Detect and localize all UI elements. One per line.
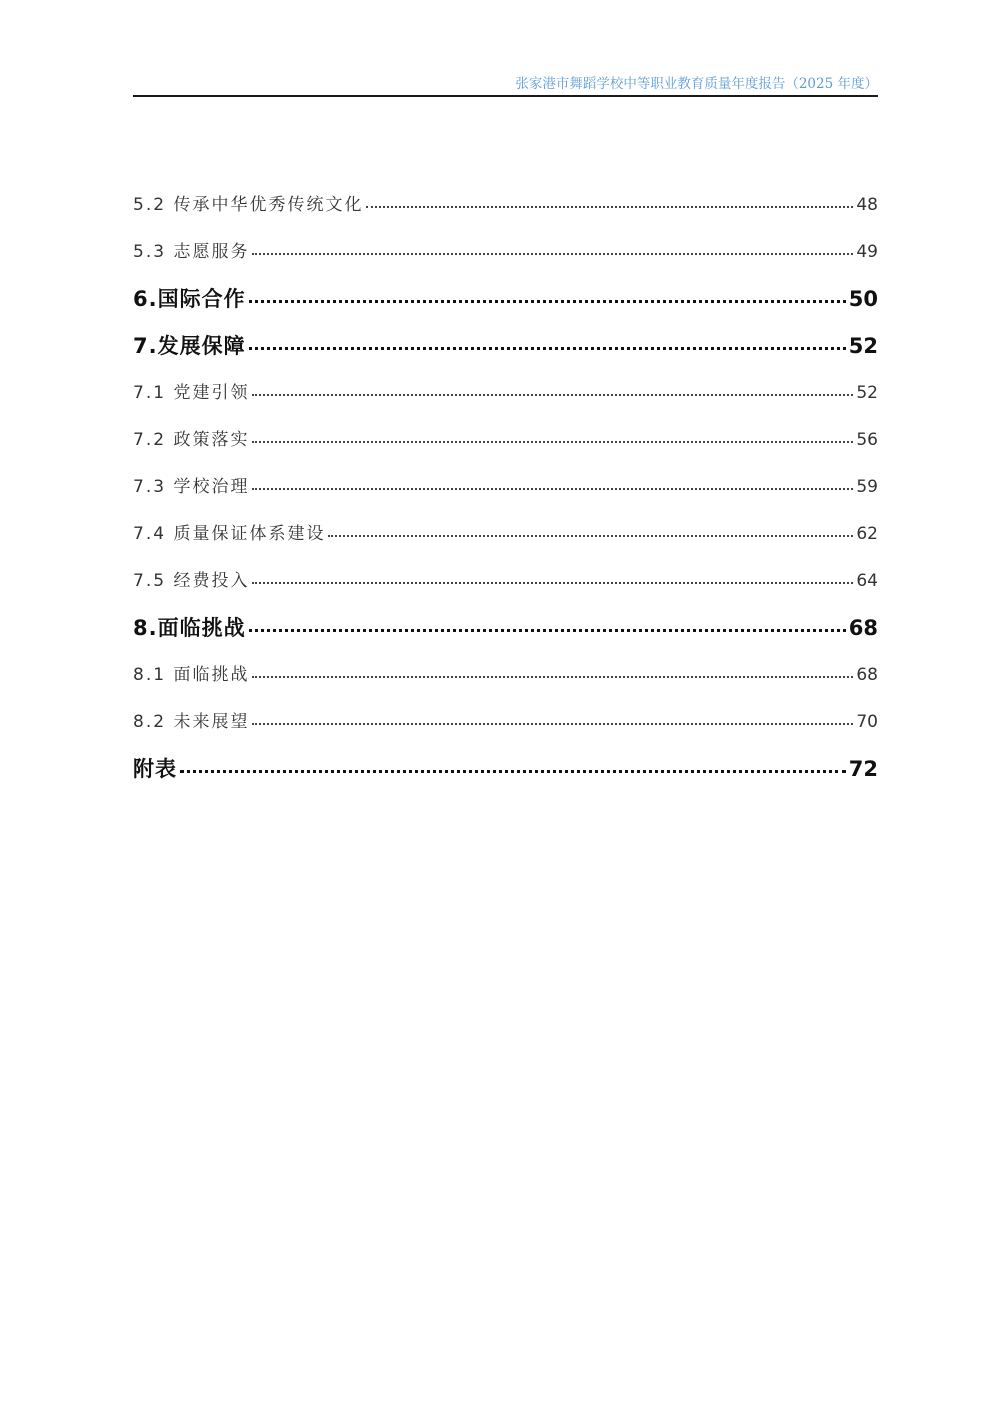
header-rule — [133, 95, 878, 97]
toc-leader-dots — [249, 332, 846, 353]
toc-leader-dots — [180, 755, 846, 776]
toc-entry-page: 70 — [856, 712, 878, 732]
toc-entry-title: 5.3 志愿服务 — [133, 242, 250, 262]
toc-entry-title: 8.面临挑战 — [133, 616, 246, 640]
toc-entry-title: 8.1 面临挑战 — [133, 665, 250, 685]
toc-entry-title: 附表 — [133, 757, 177, 781]
toc-entry-page: 48 — [856, 195, 878, 215]
toc-entry-8[interactable] — [133, 612, 878, 642]
toc-entry-page: 62 — [856, 524, 878, 544]
toc-leader-dots — [252, 381, 853, 398]
toc-leader-dots — [252, 710, 853, 727]
toc-leader-dots — [249, 285, 846, 306]
toc-entry-page: 56 — [856, 430, 878, 450]
toc-entry-7-4[interactable] — [133, 519, 878, 544]
toc-entry-title: 5.2 传承中华优秀传统文化 — [133, 195, 364, 215]
toc-entry-title: 8.2 未来展望 — [133, 712, 250, 732]
toc-entry-7-2[interactable] — [133, 425, 878, 450]
toc-leader-dots — [366, 193, 853, 210]
toc-entry-page: 64 — [856, 571, 878, 591]
toc-entry-page: 52 — [856, 383, 878, 403]
toc-leader-dots — [249, 614, 846, 635]
toc-entry-7-5[interactable] — [133, 566, 878, 591]
toc-entry-7-3[interactable] — [133, 472, 878, 497]
toc-entry-page: 59 — [856, 477, 878, 497]
toc-leader-dots — [252, 663, 853, 680]
toc-entry-page: 68 — [856, 665, 878, 685]
toc-entry-8-1[interactable] — [133, 660, 878, 685]
toc-entry-6[interactable] — [133, 283, 878, 313]
toc-entry-title: 7.2 政策落实 — [133, 430, 250, 450]
toc-entry-title: 7.1 党建引领 — [133, 383, 250, 403]
toc-entry-title: 7.4 质量保证体系建设 — [133, 524, 326, 544]
toc-entry-title: 6.国际合作 — [133, 287, 246, 311]
toc-leader-dots — [328, 522, 853, 539]
toc-entry-page: 50 — [848, 287, 878, 311]
toc-entry-page: 52 — [848, 334, 878, 358]
toc-entry-8-2[interactable] — [133, 707, 878, 732]
toc-entry-title: 7.5 经费投入 — [133, 571, 250, 591]
toc-entry-7[interactable] — [133, 330, 878, 360]
running-header: 张家港市舞蹈学校中等职业教育质量年度报告（2025 年度） — [515, 76, 878, 92]
toc-entry-title: 7.3 学校治理 — [133, 477, 250, 497]
toc-entry-7-1[interactable] — [133, 378, 878, 403]
toc-entry-5-3[interactable] — [133, 237, 878, 262]
toc-leader-dots — [252, 569, 853, 586]
toc-entry-5-2[interactable] — [133, 190, 878, 215]
toc-leader-dots — [252, 240, 853, 257]
toc-entry-page: 72 — [848, 757, 878, 781]
toc-entry-title: 7.发展保障 — [133, 334, 246, 358]
toc-leader-dots — [252, 475, 853, 492]
toc-entry-page: 68 — [848, 616, 878, 640]
toc-entry-page: 49 — [856, 242, 878, 262]
toc-leader-dots — [252, 428, 853, 445]
toc-entry-appendix[interactable] — [133, 753, 878, 783]
